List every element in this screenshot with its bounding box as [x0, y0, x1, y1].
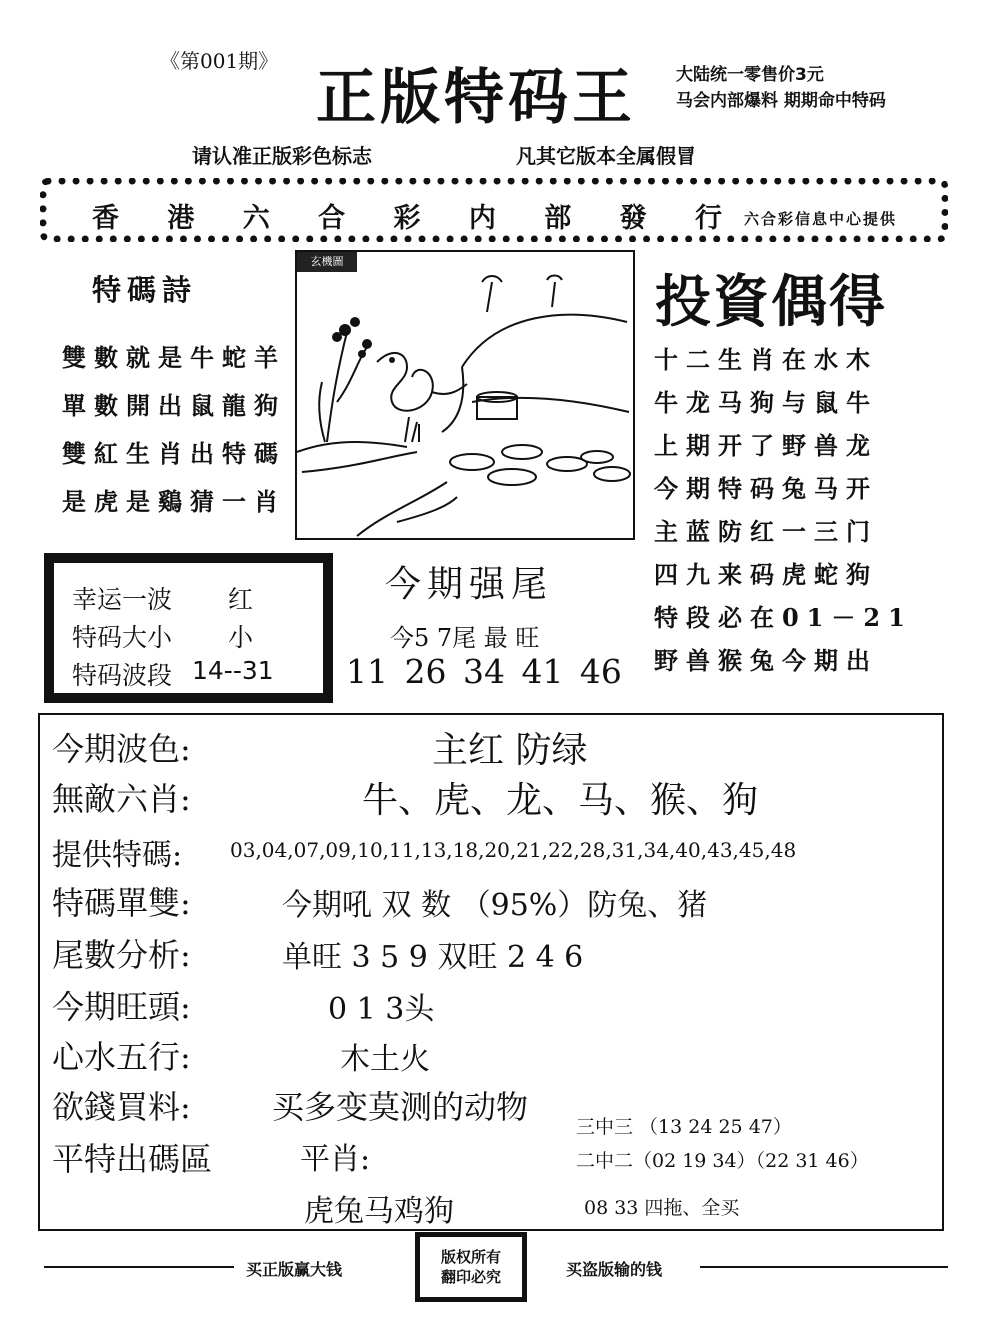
lucky-value: 红: [228, 585, 254, 614]
flat-zone-label: 平特出碼區: [52, 1140, 213, 1178]
head-label: 今期旺頭:: [52, 988, 191, 1026]
lucky-label: 特码波段: [72, 661, 173, 690]
copyright-box: [415, 1232, 527, 1302]
lucky-value: 14--31: [192, 656, 274, 685]
parity-value: 今期吼 双 数 （95%）防兔、猪: [282, 888, 708, 923]
counterfeit-notice: 凡其它版本全属假冒: [516, 144, 696, 168]
issuer-char: 合: [318, 203, 346, 234]
provide-label: 提供特碼:: [52, 838, 183, 873]
issue-number: 《第001期》: [160, 49, 279, 73]
invest-line: 今期特码兔马开: [654, 474, 878, 503]
riddle-illustration: [295, 250, 635, 540]
footer-left-text: 买正版赢大钱: [246, 1260, 343, 1279]
lucky-label: 幸运一波: [72, 585, 173, 614]
tagline: 马会内部爆料 期期命中特码: [676, 91, 886, 111]
invest-line: 野兽猴兔今期出: [654, 646, 878, 675]
authentic-notice: 请认准正版彩色标志: [192, 144, 372, 168]
lucky-label: 特码大小: [72, 623, 173, 652]
invest-line: 四九来码虎蛇狗: [654, 560, 878, 589]
element-label: 心水五行:: [52, 1038, 191, 1076]
invest-line: 上期开了野兽龙: [654, 431, 878, 460]
footer-right-text: 买盗版输的钱: [566, 1260, 663, 1279]
footer-divider-right: [700, 1266, 948, 1268]
issuer-note: 六合彩信息中心提供: [744, 210, 898, 228]
tail-value: 单旺 3 5 9 双旺 2 4 6: [282, 940, 584, 975]
issuer-char: 香: [92, 203, 119, 234]
poem-line: 雙紅生肖出特碼: [62, 439, 286, 468]
three-of-three: 三中三 （13 24 25 47）: [576, 1116, 792, 1138]
element-value: 木土火: [340, 1042, 430, 1077]
invest-line: 特段必在01－21: [654, 603, 913, 632]
invest-line: 十二生肖在水木: [654, 345, 878, 374]
six-zodiac-value: 牛、虎、龙、马、猴、狗: [362, 780, 759, 821]
wave-value: 主红 防绿: [432, 730, 588, 771]
footer-divider-left: [44, 1266, 234, 1268]
strong-tail-subtitle: 今5 7尾 最 旺: [390, 624, 540, 652]
invest-line: 主蓝防红一三门: [654, 517, 878, 546]
issuer-char: 内: [468, 203, 496, 234]
copyright-line: 翻印必究: [440, 1268, 501, 1286]
issuer-char: 彩: [393, 203, 421, 234]
issuer-char: 行: [695, 203, 722, 234]
poem-title: 特碼詩: [92, 273, 198, 307]
illustration-stamp: 玄機圖: [297, 252, 357, 272]
issuer-char: 發: [619, 203, 647, 234]
issuer-text: [92, 196, 722, 235]
page-title: 正版特码王: [316, 63, 636, 133]
issuer-char: 六: [242, 203, 270, 234]
lucky-value: 小: [228, 623, 254, 652]
invest-line: 牛龙马狗与鼠牛: [654, 388, 878, 417]
poem-line: 是虎是鷄猜一肖: [62, 487, 286, 516]
copyright-line: 版权所有: [440, 1248, 501, 1266]
parity-label: 特碼單雙:: [52, 884, 191, 922]
issuer-char: 港: [167, 203, 195, 234]
flat-zodiac-label: 平肖:: [300, 1142, 371, 1177]
tail-label: 尾數分析:: [52, 936, 191, 974]
strong-tail-numbers: 11 26 34 41 46: [346, 652, 622, 691]
invest-title: 投資偶得: [655, 269, 887, 335]
four-drag: 08 33 四拖、全买: [584, 1197, 740, 1219]
buy-label: 欲錢買料:: [52, 1088, 191, 1126]
two-of-two: 二中二（02 19 34）（22 31 46）: [576, 1150, 869, 1172]
provide-value: 03,04,07,09,10,11,13,18,20,21,22,28,31,34,40,43,45,48: [230, 838, 797, 862]
landscape-drawing-icon: [297, 252, 633, 538]
buy-value: 买多变莫测的动物: [272, 1088, 529, 1126]
wave-label: 今期波色:: [52, 730, 191, 768]
poem-line: 雙數就是牛蛇羊: [62, 343, 286, 372]
price-line: 大陆统一零售价3元: [676, 65, 824, 85]
poem-line: 單數開出鼠龍狗: [62, 391, 286, 420]
flat-zodiac-value: 虎兔马鸡狗: [304, 1194, 454, 1229]
head-value: 0 1 3头: [328, 992, 435, 1027]
six-zodiac-label: 無敵六肖:: [52, 780, 191, 818]
strong-tail-title: 今期强尾: [385, 564, 554, 605]
issuer-char: 部: [544, 203, 572, 234]
